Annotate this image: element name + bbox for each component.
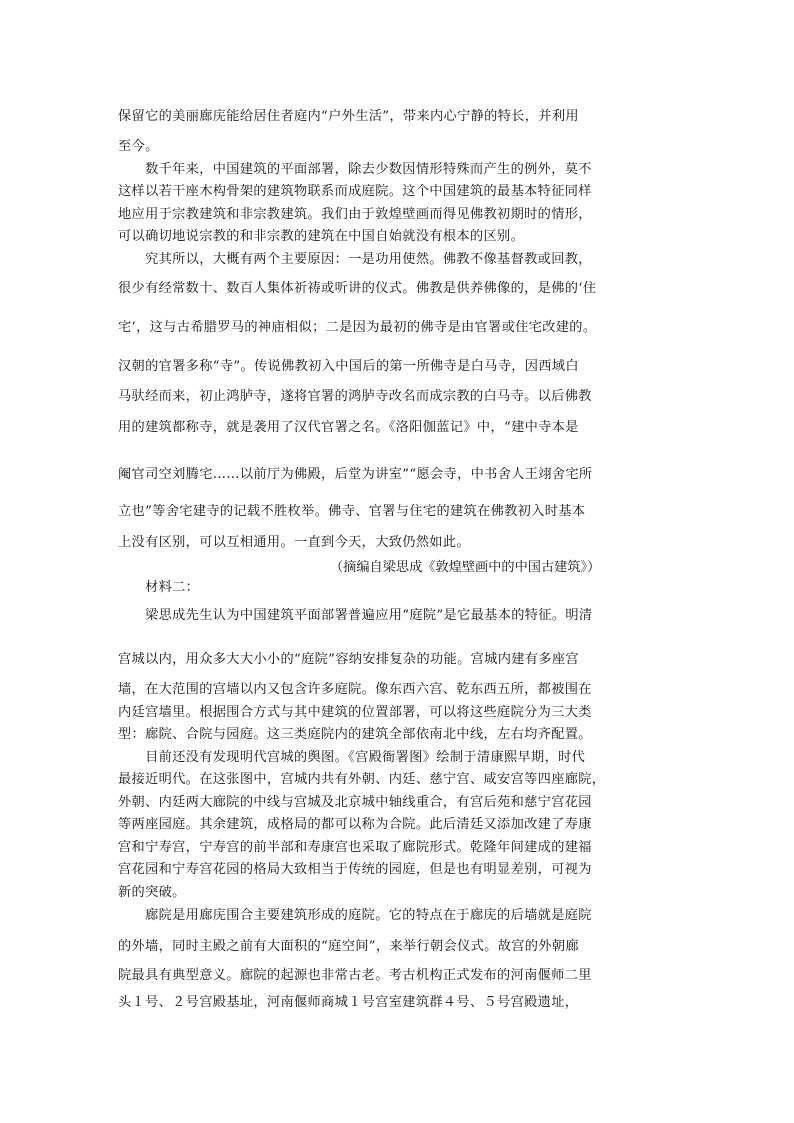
text-line: 目前还没有发现明代宫城的舆图。《宫殿衙署图》绘制于清康熙早期，时代 [118,750,586,765]
text-line: 用的建筑都称寺，就是袭用了汉代官署之名。《洛阳伽蓝记》中，“建中寺本是 [118,420,579,435]
text-line: 马驮经而来，初止鸿胪寺，遂将官署的鸿胪寺改名而成宗教的白马寺。以后佛教 [118,389,592,404]
text-line: 宫花园和宁寿宫花园的格局大致相当于传统的园庭，但是也有明显差别，可视为 [118,862,592,877]
text-line: 保留它的美丽廊庑能给居住者庭内“户外生活”，带来内心宁静的特长，并利用 [118,109,579,124]
text-line: 立也”等舍宅建寺的记载不胜枚举。佛寺、官署与住宅的建筑在佛教初入时基本 [118,504,586,519]
section-heading: 材料二： [118,580,200,595]
text-line: 外朝、内廷两大廊院的中线与宫城及北京城中轴线重合，有宫后苑和慈宁宫花园 [118,795,592,810]
text-line: 汉朝的官署多称“寺”。传说佛教初入中国后的第一所佛寺是白马寺，因西域白 [118,359,579,374]
text-line: 地应用于宗教建筑和非宗教建筑。我们由于敦煌壁画而得见佛教初期时的情形， [118,207,592,222]
text-line: 内廷宫墙里。根据围合方式与其中建筑的位置部署，可以将这些庭院分为三大类 [118,705,592,720]
text-line: 梁思成先生认为中国建筑平面部署普遍应用“庭院”是它最基本的特征。明清 [118,608,593,623]
text-line: 上没有区别，可以互相通用。一直到今天，大致仍然如此。 [118,535,470,550]
source-note: （摘编自梁思成《敦煌壁画中的中国古建筑》） [330,560,601,575]
text-line: 宅’，这与古希腊罗马的神庙相似；二是因为最初的佛寺是由官署或住宅改建的。 [118,320,597,335]
text-line: 新的突破。 [118,885,186,900]
text-line: 的外墙，同时主殿之前有大面积的“庭空间”，来举行朝会仪式。故宫的外朝廊 [118,939,579,954]
text-line: 至今。 [118,139,159,154]
text-line: 型：廊院、合院与园庭。这三类庭院内的建筑全部依南北中线，左右均齐配置。 [118,727,592,742]
text-line: 最接近明代。在这张图中，宫城内共有外朝、内廷、慈宁宫、咸安宫等四座廊院， [118,772,606,787]
text-line: 宫城以内，用众多大大小小的“庭院”容纳安排复杂的功能。宫城内建有多座宫 [118,652,579,667]
text-line: 等两座园庭。其余建筑，成格局的都可以称为合院。此后清廷又添加改建了寿康 [118,817,592,832]
text-line: 宫和宁寿宫，宁寿宫的前半部和寿康宫也采取了廊院形式。乾隆年间建成的建福 [118,840,592,855]
text-line: 数千年来，中国建筑的平面部署，除去少数因情形特殊而产生的例外，莫不 [118,162,592,177]
text-line: 究其所以，大概有两个主要原因：一是功用使然。佛教不像基督教或回教， [118,252,592,267]
text-line: 院最具有典型意义。廊院的起源也非常古老。考古机构正式发布的河南偃师二里 [118,968,592,983]
text-line: 墙，在大范围的宫墙以内又包含许多庭院。像东西六宫、乾东西五所，都被围在 [118,682,592,697]
text-line: 这样以若干座木构骨架的建筑物联系而成庭院。这个中国建筑的最基本特征同样 [118,184,592,199]
text-line: 廊院是用廊庑围合主要建筑形成的庭院。它的特点在于廊庑的后墙就是庭院 [118,908,592,923]
text-line: 头１号、２号宫殿基址，河南偃师商城１号宫室建筑群４号、５号宫殿遗址， [118,995,579,1010]
text-line: 阉官司空刘腾宅……以前厅为佛殿，后堂为讲室”“愿会寺，中书舍人王翊舍宅所 [118,467,593,482]
text-line: 可以确切地说宗教的和非宗教的建筑在中国自始就没有根本的区别。 [118,229,525,244]
text-line: 很少有经常数十、数百人集体祈祷或听讲的仪式。佛教是供养佛像的，是佛的‘住 [118,281,597,296]
